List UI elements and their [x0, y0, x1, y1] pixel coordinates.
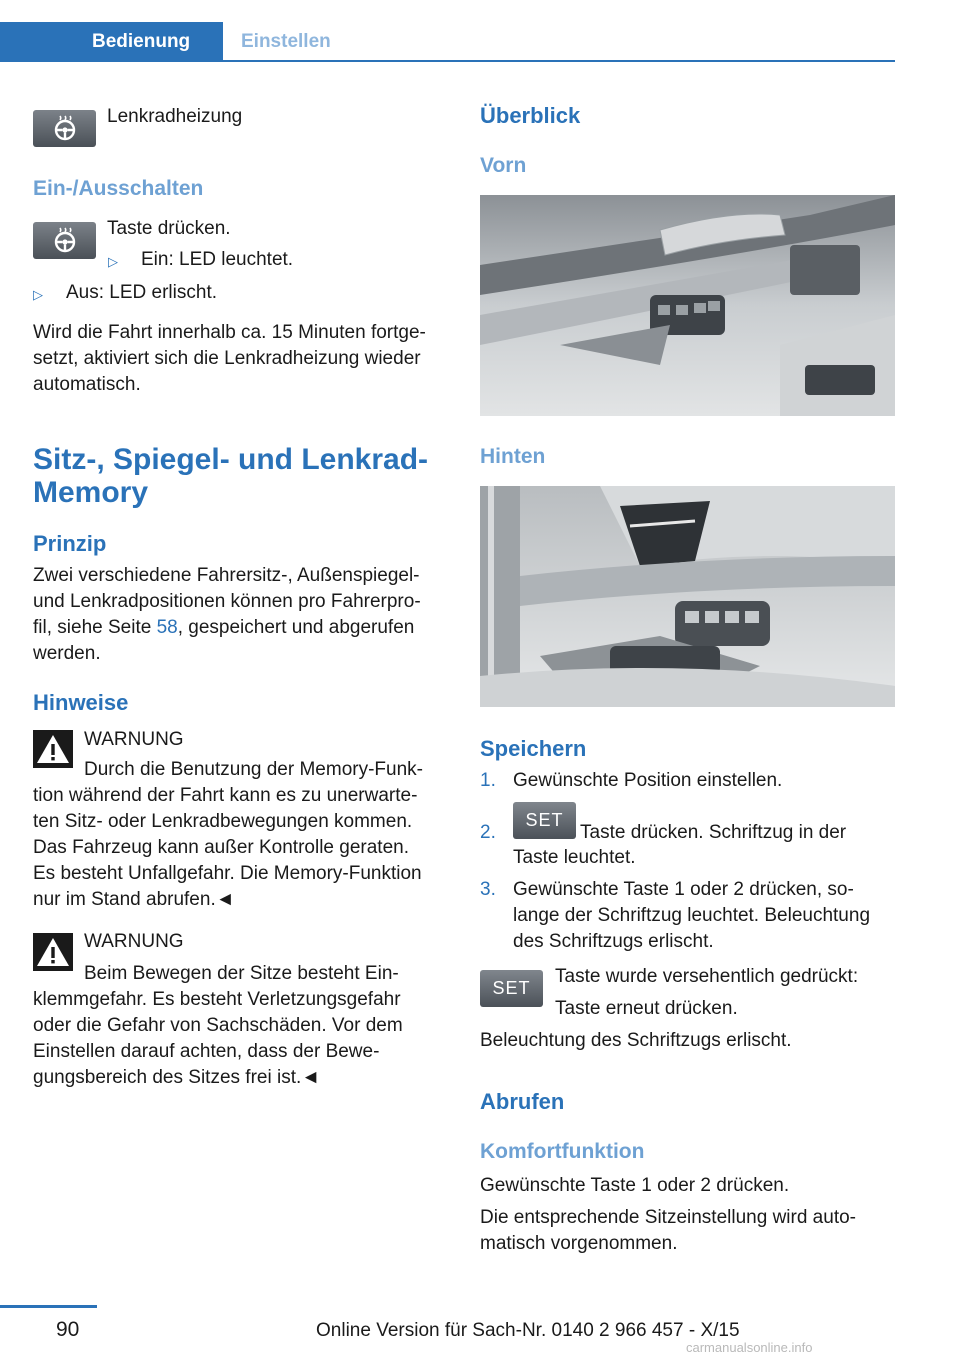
warning1-line: Durch die Benutzung der Memory-Funk- — [84, 759, 423, 780]
para-auto — [33, 320, 453, 398]
para-line: lange der Schriftzug leuchtet. Beleuchtung — [513, 905, 871, 926]
steering-wheel-heating-icon — [33, 110, 96, 147]
heading-speichern: Speichern — [480, 736, 587, 761]
bullet-triangle-icon: ▷ — [33, 287, 43, 302]
para-line: werden. — [33, 643, 101, 664]
heading-vorn: Vorn — [480, 154, 527, 177]
steering-wheel-icon — [50, 226, 80, 256]
principle-text — [33, 563, 453, 667]
header-rule — [0, 60, 895, 62]
footer-rule — [0, 1305, 97, 1308]
para-line: klemmgefahr. Es besteht Verletzungsgefahr — [33, 989, 401, 1010]
heading-prinzip: Prinzip — [33, 531, 107, 556]
front-door-image — [480, 195, 895, 416]
warning2-title: WARNUNG — [84, 931, 184, 952]
tab-einstellen[interactable]: Einstellen — [241, 31, 331, 52]
heading-abrufen: Abrufen — [480, 1089, 565, 1114]
text-span: fil, siehe Seite — [33, 617, 157, 638]
warning-icon — [33, 933, 73, 971]
para-line — [33, 615, 453, 641]
step-number: 3. — [480, 879, 496, 900]
para-line: Einstellen darauf achten, dass der Bewe- — [33, 1041, 380, 1062]
accidental-after: Beleuchtung des Schriftzugs erlischt. — [480, 1030, 792, 1051]
para-line: oder die Gefahr von Sachschäden. Vor dem — [33, 1015, 403, 1036]
bullet-on: Ein: LED leuchtet. — [141, 249, 294, 270]
icon-label: Lenkradheizung — [107, 106, 243, 127]
bullet-off: Aus: LED erlischt. — [66, 282, 217, 303]
step2-line2: Taste leuchtet. — [513, 847, 636, 868]
online-version-text: Online Version für Sach-Nr. 0140 2 966 457 - X/15 — [316, 1320, 740, 1341]
para-line: Es besteht Unfallgefahr. Die Memory-Funktion — [33, 863, 422, 884]
bullet-triangle-icon: ▷ — [108, 254, 118, 269]
accidental-line1: Taste wurde versehentlich gedrückt: — [555, 966, 859, 987]
page-number: 90 — [56, 1318, 80, 1341]
rear-door-image — [480, 486, 895, 707]
para-line: ten Sitz- oder Lenkradbewegungen kommen. — [33, 811, 413, 832]
para-line: Wird die Fahrt innerhalb ca. 15 Minuten fortge- — [33, 322, 426, 343]
para-line: Die entsprechende Sitzeinstellung wird auto- — [480, 1207, 856, 1228]
para-line: Gewünschte Taste 1 oder 2 drücken, so- — [513, 879, 854, 900]
header-tabs — [0, 22, 895, 62]
heading-ueberblick: Überblick — [480, 103, 581, 128]
warning1-title: WARNUNG — [84, 729, 184, 750]
comfort-p2 — [480, 1205, 900, 1257]
steering-wheel-heating-button-icon — [33, 222, 96, 259]
warning2-line: Beim Bewegen der Sitze besteht Ein- — [84, 963, 399, 984]
step2-line1: Taste drücken. Schriftzug in der — [580, 822, 847, 843]
press-key-text: Taste drücken. — [107, 218, 231, 239]
para-line: und Lenkradpositionen können pro Fahrerpro- — [33, 591, 421, 612]
heading-hinweise: Hinweise — [33, 690, 129, 715]
heading-hinten: Hinten — [480, 445, 546, 468]
text-span: , gespeichert und abgerufen — [177, 617, 415, 638]
comfort-p1: Gewünschte Taste 1 oder 2 drücken. — [480, 1175, 790, 1196]
warning-icon — [33, 730, 73, 768]
heading-ein-ausschalten: Ein-/Ausschalten — [33, 177, 204, 200]
door-panel-illustration — [480, 195, 895, 416]
step3-text — [513, 877, 903, 955]
chapter-title — [33, 443, 428, 509]
para-line: nur im Stand abrufen.◄ — [33, 889, 235, 910]
step-number: 1. — [480, 770, 496, 791]
step1-text: Gewünschte Position einstellen. — [513, 770, 783, 791]
steering-wheel-icon — [50, 114, 80, 144]
para-line: tion während der Fahrt kann es zu unerwarte- — [33, 785, 418, 806]
chapter-title-line: Sitz-, Spiegel- und Lenkrad- — [33, 443, 429, 476]
heading-komfortfunktion: Komfortfunktion — [480, 1140, 645, 1163]
step-number: 2. — [480, 822, 496, 843]
para-line: setzt, aktiviert sich die Lenkradheizung wieder — [33, 348, 421, 369]
warning2-text — [33, 987, 453, 1091]
para-line: matisch vorgenommen. — [480, 1233, 678, 1254]
watermark: carmanualsonline.info — [686, 1340, 813, 1355]
para-line: Zwei verschiedene Fahrersitz-, Außenspiegel- — [33, 565, 420, 586]
tab-bedienung[interactable]: Bedienung — [0, 22, 223, 62]
door-panel-illustration — [480, 486, 895, 707]
para-line: gungsbereich des Sitzes frei ist.◄ — [33, 1067, 321, 1088]
para-line: des Schriftzugs erlischt. — [513, 931, 714, 952]
set-button-icon: SET — [480, 970, 543, 1007]
set-button-icon: SET — [513, 802, 576, 839]
warning1-text — [33, 783, 453, 913]
para-line: Das Fahrzeug kann außer Kontrolle geraten. — [33, 837, 409, 858]
para-line: automatisch. — [33, 374, 141, 395]
page-link-58[interactable]: 58 — [156, 617, 178, 638]
chapter-title-line: Memory — [33, 476, 149, 509]
accidental-line2: Taste erneut drücken. — [555, 998, 738, 1019]
